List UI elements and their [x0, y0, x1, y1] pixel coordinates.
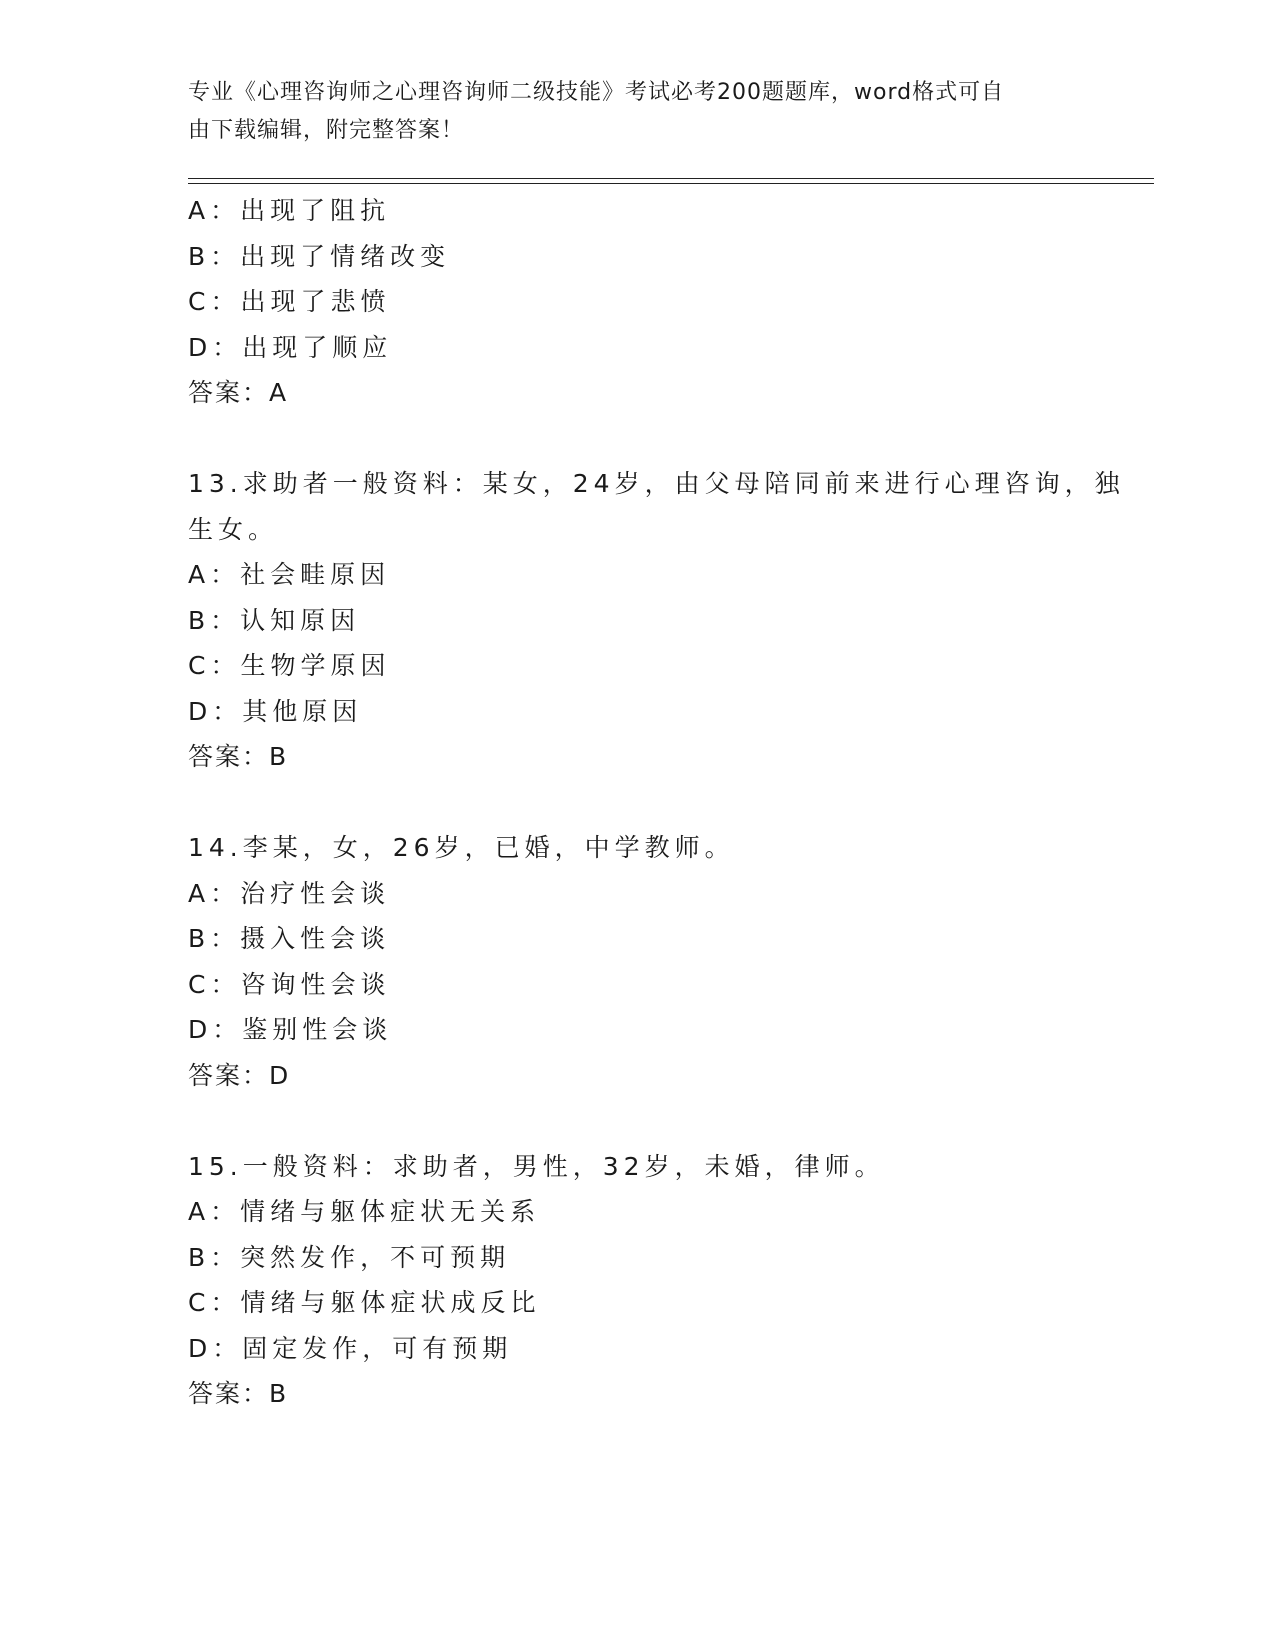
option-d: D：鉴别性会谈: [188, 1015, 393, 1044]
header-divider-bottom: [188, 183, 1154, 184]
option-a: A：治疗性会谈: [188, 878, 391, 908]
option-c: C：咨询性会谈: [188, 969, 391, 999]
answer-line: 答案：B: [188, 742, 289, 771]
question-text-line-2: 生女。: [188, 514, 279, 544]
spacer: [188, 780, 1118, 826]
question-block-13: [188, 461, 1125, 780]
option-d: D：其他原因: [188, 696, 363, 726]
question-block-14: [188, 825, 1118, 1098]
option-b: B：出现了情绪改变: [188, 241, 451, 271]
option-a: A：社会畦原因: [188, 560, 391, 589]
option-d: D：固定发作，可有预期: [188, 1333, 513, 1363]
question-text: 14.李某，女，26岁，已婚，中学教师。: [188, 833, 735, 862]
spacer: [188, 416, 1118, 462]
header-line-2: 由下载编辑，附完整答案！: [188, 118, 465, 143]
option-b: B：认知原因: [188, 605, 361, 635]
answer-line: 答案：D: [188, 1060, 291, 1090]
option-c: C：出现了悲愤: [188, 287, 391, 316]
option-d: D：出现了顺应: [188, 332, 393, 362]
option-c: C：生物学原因: [188, 651, 391, 680]
option-b: B：摄入性会谈: [188, 924, 391, 953]
option-b: B：突然发作，不可预期: [188, 1242, 511, 1272]
question-text-line-1: 13.求助者一般资料：某女，24岁，由父母陪同前来进行心理咨询，独: [188, 469, 1125, 498]
document-header: [188, 74, 1068, 150]
header-line-1: 专业《心理咨询师之心理咨询师二级技能》考试必考200题题库，word格式可自: [188, 80, 1005, 105]
answer-line: 答案：A: [188, 378, 289, 407]
question-block-15: [188, 1144, 1118, 1417]
question-block-12: [188, 188, 1118, 416]
question-text: 15.一般资料：求助者，男性，32岁，未婚，律师。: [188, 1151, 885, 1181]
option-c: C：情绪与躯体症状成反比: [188, 1288, 541, 1317]
spacer: [188, 1098, 1118, 1144]
option-a: A：出现了阻抗: [188, 196, 391, 225]
header-divider-top: [188, 178, 1154, 179]
question-list: [188, 188, 1125, 1417]
option-a: A：情绪与躯体症状无关系: [188, 1197, 541, 1226]
answer-line: 答案：B: [188, 1379, 289, 1408]
